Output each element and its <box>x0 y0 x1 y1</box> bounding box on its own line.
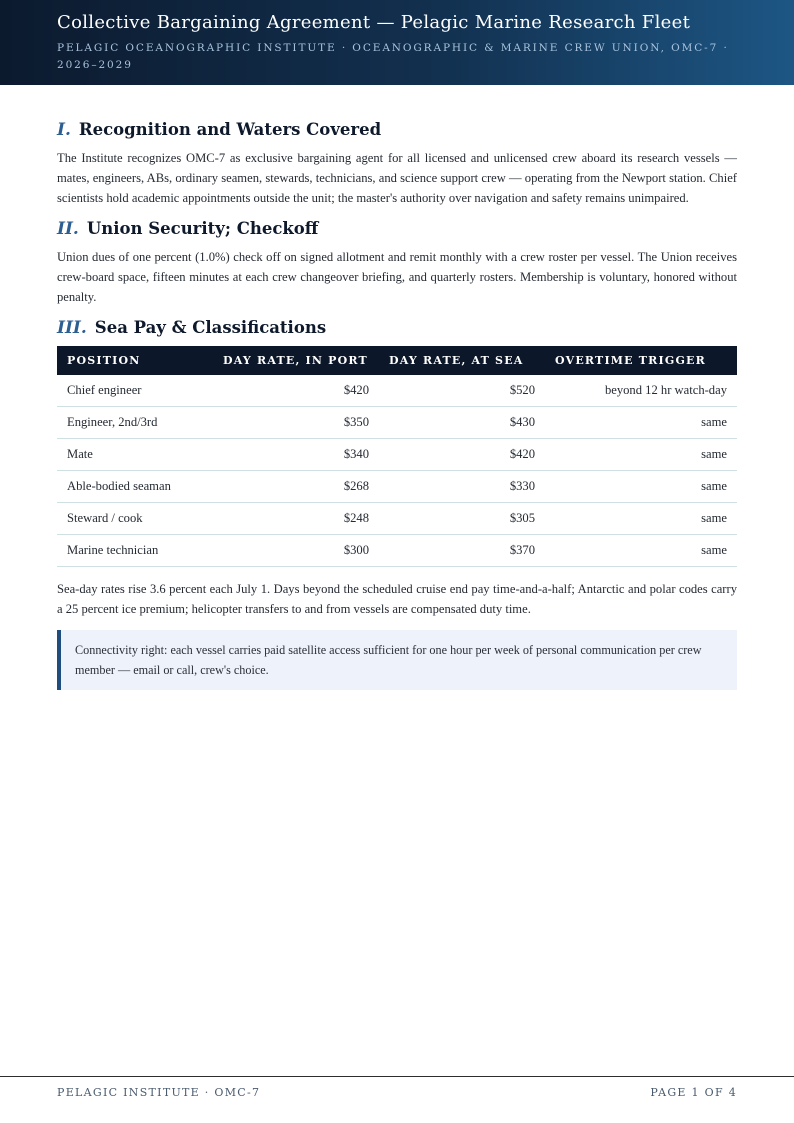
cell-at-sea-rate: $305 <box>379 503 545 535</box>
cell-overtime-trigger: beyond 12 hr watch-day <box>545 375 737 407</box>
cell-in-port-rate: $300 <box>213 535 379 567</box>
document-body <box>57 120 737 690</box>
cell-position: Steward / cook <box>57 503 213 535</box>
cell-position: Engineer, 2nd/3rd <box>57 407 213 439</box>
section-heading-3 <box>57 318 737 338</box>
cell-at-sea-rate: $520 <box>379 375 545 407</box>
document-header <box>0 0 794 85</box>
column-header-in-port: DAY RATE, IN PORT <box>213 346 379 375</box>
cell-in-port-rate: $248 <box>213 503 379 535</box>
connectivity-callout: Connectivity right: each vessel carries paid satellite access sufficient for one hour per week of personal communication per crew member — email or call, crew's choice. <box>57 630 737 690</box>
section-heading-1 <box>57 120 737 140</box>
table-row <box>57 375 737 407</box>
cell-overtime-trigger: same <box>545 439 737 471</box>
column-header-overtime: OVERTIME TRIGGER <box>545 346 737 375</box>
section-title: Recognition and Waters Covered <box>78 120 382 139</box>
cell-position: Chief engineer <box>57 375 213 407</box>
cell-position: Marine technician <box>57 535 213 567</box>
page-number: PAGE 1 OF 4 <box>650 1086 737 1099</box>
cell-overtime-trigger: same <box>545 535 737 567</box>
section-1-paragraph: The Institute recognizes OMC-7 as exclusive bargaining agent for all licensed and unlicensed crew aboard its research vessels — mates, engineers, ABs, ordinary seamen, stewards, technicians, and science support crew — operating from the Newport station. Chief scientists hold academic appointments outside the unit; the master's authority over navigation and safety remains unimpaired. <box>57 151 737 205</box>
section-title: Sea Pay & Classifications <box>94 318 327 337</box>
column-header-position: POSITION <box>57 346 213 375</box>
document-subtitle: PELAGIC OCEANOGRAPHIC INSTITUTE · OCEANOGRAPHIC & MARINE CREW UNION, OMC-7 · 2026–2029 <box>57 42 729 71</box>
cell-in-port-rate: $340 <box>213 439 379 471</box>
table-row <box>57 407 737 439</box>
section-number: I. <box>57 120 71 140</box>
cell-in-port-rate: $268 <box>213 471 379 503</box>
cell-position: Mate <box>57 439 213 471</box>
cell-overtime-trigger: same <box>545 407 737 439</box>
table-header-row <box>57 346 737 375</box>
document-title: Collective Bargaining Agreement — Pelagic Marine Research Fleet <box>57 12 691 33</box>
page-footer <box>0 1076 794 1099</box>
cell-overtime-trigger: same <box>545 471 737 503</box>
cell-position: Able-bodied seaman <box>57 471 213 503</box>
column-header-at-sea: DAY RATE, AT SEA <box>379 346 545 375</box>
table-row <box>57 535 737 567</box>
section-number: II. <box>57 219 79 239</box>
footer-left-label: PELAGIC INSTITUTE · OMC-7 <box>57 1086 261 1099</box>
table-row <box>57 503 737 535</box>
section-number: III. <box>57 318 87 338</box>
table-row <box>57 439 737 471</box>
sea-pay-table <box>57 346 737 567</box>
section-3-paragraph: Sea-day rates rise 3.6 percent each July 1. Days beyond the scheduled cruise end pay time-and-a-half; Antarctic and polar codes carry a 25 percent ice premium; helicopter transfers to and from vessels are compensated duty time. <box>57 582 737 616</box>
cell-at-sea-rate: $330 <box>379 471 545 503</box>
section-2-paragraph: Union dues of one percent (1.0%) check off on signed allotment and remit monthly with a crew roster per vessel. The Union receives crew-board space, fifteen minutes at each crew changeover briefing, and quarterly rosters. Membership is voluntary, honored without penalty. <box>57 250 737 304</box>
table-row <box>57 471 737 503</box>
cell-at-sea-rate: $430 <box>379 407 545 439</box>
cell-in-port-rate: $420 <box>213 375 379 407</box>
cell-at-sea-rate: $370 <box>379 535 545 567</box>
section-heading-2 <box>57 219 737 239</box>
cell-at-sea-rate: $420 <box>379 439 545 471</box>
cell-overtime-trigger: same <box>545 503 737 535</box>
cell-in-port-rate: $350 <box>213 407 379 439</box>
section-title: Union Security; Checkoff <box>86 219 319 238</box>
